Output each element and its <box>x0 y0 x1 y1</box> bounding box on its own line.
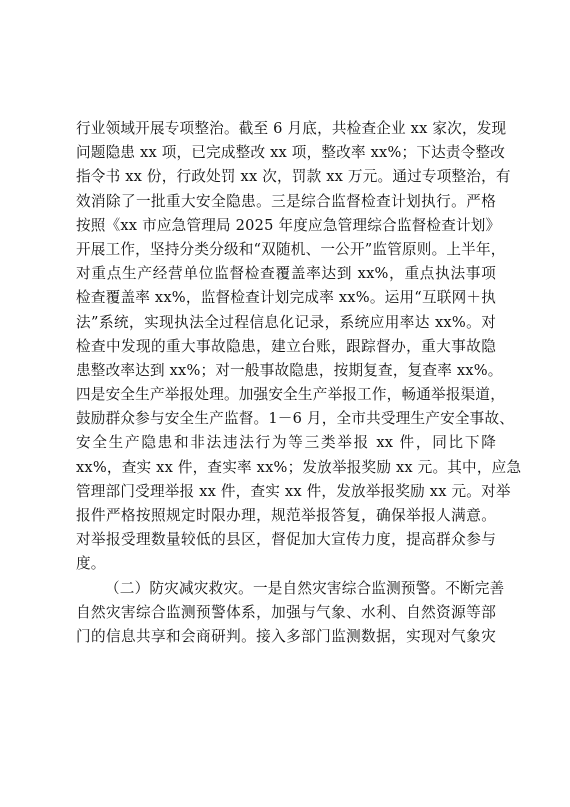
text-line-19: 度。 <box>76 555 106 573</box>
text-line-6: 开展工作，坚持分类分级和“双随机、一公开”监管原则。上半年， <box>76 240 506 258</box>
text-line-8: 检查覆盖率 xx%，监督检查计划完成率 xx%。运用“互联网＋执 <box>76 289 496 307</box>
text-line-10: 检查中发现的重大事故隐患，建立台账，跟踪督办，重大事故隐 <box>76 337 496 355</box>
text-line-16: 管理部门受理举报 xx 件，查实 xx 件，发放举报奖励 xx 元。对举 <box>76 482 511 500</box>
section-heading-line: （二）防灾减灾救灾。一是自然灾害综合监测预警。不断完善 <box>105 579 505 597</box>
text-line-12: 四是安全生产举报处理。加强安全生产举报工作，畅通举报渠道， <box>76 386 506 404</box>
body-text <box>76 117 522 649</box>
text-line-4: 效消除了一批重大安全隐患。三是综合监督检查计划执行。严格 <box>76 192 496 210</box>
text-line-3: 指令书 xx 份，行政处罚 xx 次，罚款 xx 万元。通过专项整治，有 <box>76 168 511 186</box>
text-line-7: 对重点生产经营单位监督检查覆盖率达到 xx%，重点执法事项 <box>76 265 496 283</box>
text-line-9: 法”系统，实现执法全过程信息化记录，系统应用率达 xx%。对 <box>76 313 496 331</box>
text-line-14: 安全生产隐患和非法违法行为等三类举报 xx 件，同比下降 <box>76 434 496 452</box>
text-line-2: 问题隐患 xx 项，已完成整改 xx 项，整改率 xx%；下达责令整改 <box>76 144 506 162</box>
text-line-11: 患整改率达到 xx%；对一般事故隐患，按期复查，复查率 xx%。 <box>76 361 503 379</box>
text-line-5: 按照《xx 市应急管理局 2025 年度应急管理综合监督检查计划》 <box>76 216 501 234</box>
text-line-1: 行业领域开展专项整治。截至 6 月底，共检查企业 xx 家次，发现 <box>76 120 507 137</box>
text-line-22: 门的信息共享和会商研判。接入多部门监测数据，实现对气象灾 <box>76 627 496 645</box>
text-line-15: xx%，查实 xx 件，查实率 xx%；发放举报奖励 xx 元。其中，应急 <box>76 458 522 476</box>
text-line-17: 报件严格按照规定时限办理，规范举报答复，确保举报人满意。 <box>76 507 496 524</box>
text-line-21: 自然灾害综合监测预警体系，加强与气象、水利、自然资源等部 <box>76 603 496 621</box>
text-line-13: 鼓励群众参与安全生产监督。1－6 月，全市共受理生产安全事故、 <box>76 410 515 428</box>
text-line-18: 对举报受理数量较低的县区，督促加大宣传力度，提高群众参与 <box>76 531 496 549</box>
